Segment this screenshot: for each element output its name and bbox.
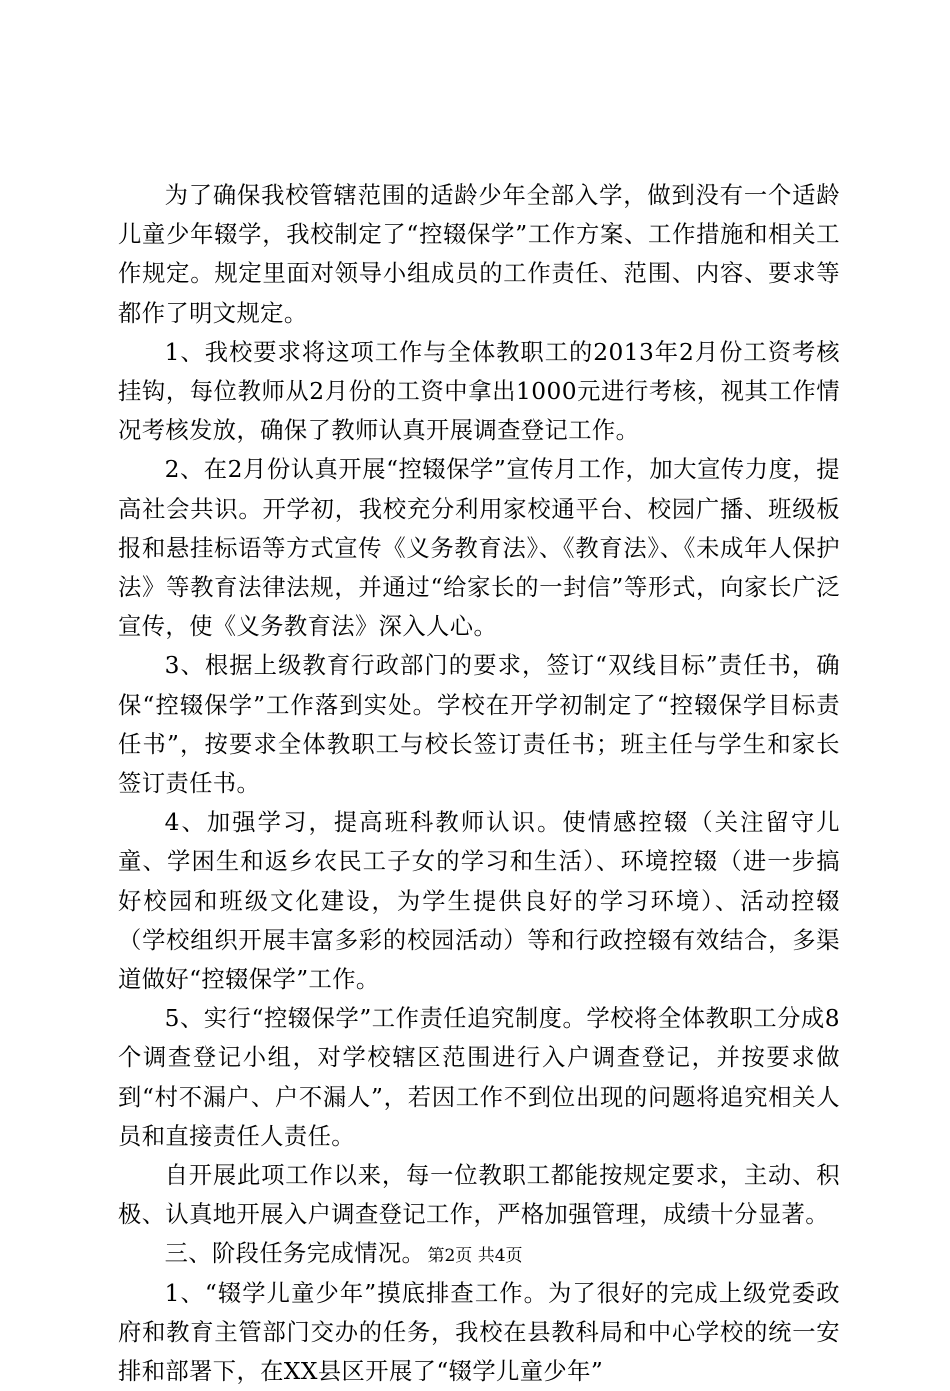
paragraph-item-1: 1、我校要求将这项工作与全体教职工的2013年2月份工资考核挂钩，每位教师从2月份的工资中拿出1000元进行考核，视其工作情况考核发放，确保了教师认真开展调查登记工作。 — [118, 338, 840, 445]
paragraph-item-5: 5、实行“控辍保学”工作责任追究制度。学校将全体教职工分成8个调查登记小组，对学校辖区范围进行入户调查登记，并按要求做到“村不漏户、户不漏人”，若因工作不到位出现的问题将追究相关人员和直接责任人责任。 — [118, 1005, 840, 1150]
paragraph-intro: 为了确保我校管辖范围的适龄少年全部入学，做到没有一个适龄儿童少年辍学，我校制定了“控辍保学”工作方案、工作措施和相关工作规定。规定里面对领导小组成员的工作责任、范围、内容、要求等都作了明文规定。 — [118, 182, 840, 327]
paragraph-item-2: 2、在2月份认真开展“控辍保学”宣传月工作，加大宣传力度，提高社会共识。开学初，我校充分利用家校通平台、校园广播、班级板报和悬挂标语等方式宣传《义务教育法》、《教育法》、《未成年人保护法》等教育法律法规，并通过“给家长的一封信”等形式，向家长广泛宣传，使《义务教育法》深入人心。 — [118, 456, 840, 641]
document-body — [118, 176, 840, 1391]
page-number-footer: 第2页 共4页 — [427, 1246, 523, 1266]
paragraph-section-3-item-1: 1、“辍学儿童少年”摸底排查工作。为了很好的完成上级党委政府和教育主管部门交办的任务，我校在县教科局和中心学校的统一安排和部署下，在XX县区开展了“辍学儿童少年” — [118, 1279, 840, 1386]
section-heading: 三、阶段任务完成情况。 — [164, 1240, 426, 1268]
paragraph-summary: 自开展此项工作以来，每一位教职工都能按规定要求，主动、积极、认真地开展入户调查登记工作，严格加强管理，成绩十分显著。 — [118, 1162, 840, 1229]
paragraph-item-4: 4、加强学习，提高班科教师认识。使情感控辍（关注留守儿童、学困生和返乡农民工子女的学习和生活）、环境控辍（进一步搞好校园和班级文化建设，为学生提供良好的学习环境）、活动控辍（学校组织开展丰富多彩的校园活动）等和行政控辍有效结合，多渠道做好“控辍保学”工作。 — [118, 809, 840, 994]
paragraph-item-3: 3、根据上级教育行政部门的要求，签订“双线目标”责任书，确保“控辍保学”工作落到实处。学校在开学初制定了“控辍保学目标责任书”，按要求全体教职工与校长签订责任书；班主任与学生和家长签订责任书。 — [118, 652, 840, 798]
